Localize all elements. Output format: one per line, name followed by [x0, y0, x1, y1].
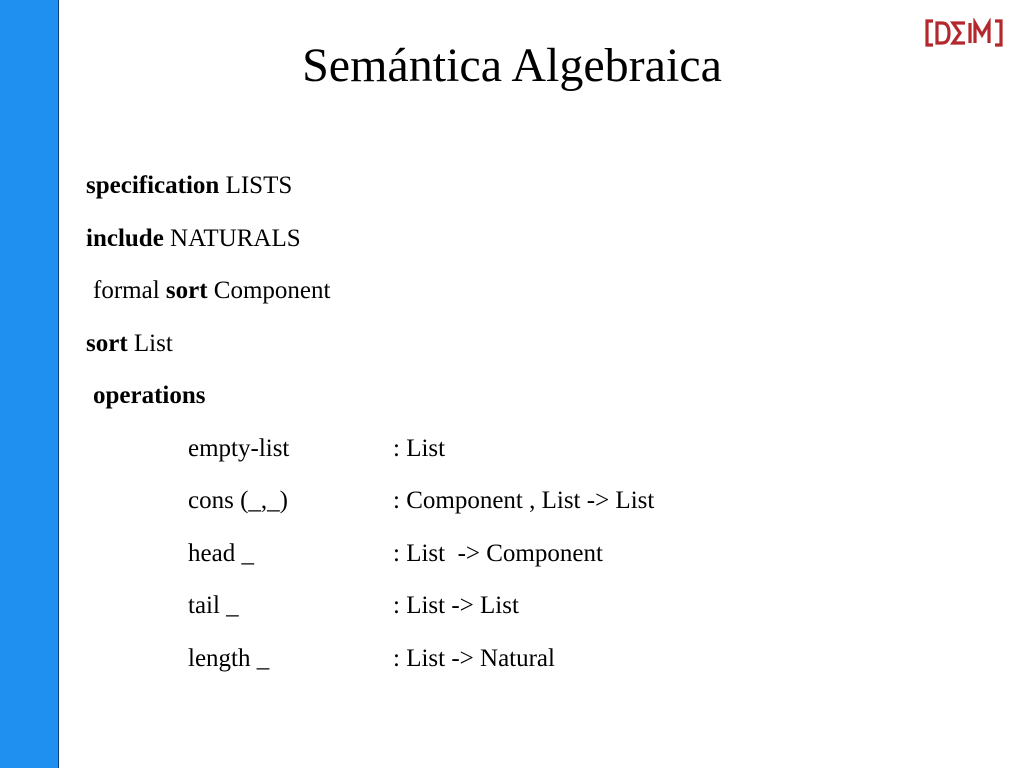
specification-body — [86, 160, 655, 685]
sort-line — [86, 318, 330, 371]
keyword-include: include — [86, 224, 164, 252]
operation-row — [86, 528, 603, 581]
include-name: NATURALS — [163, 224, 301, 252]
operation-row — [86, 580, 519, 633]
operation-name: tail _ — [188, 592, 239, 619]
operation-signature: : List -> Component — [393, 539, 603, 567]
spec-name: LISTS — [219, 172, 293, 199]
operations-line — [86, 370, 330, 423]
operation-signature: : List -> List — [393, 592, 519, 619]
keyword-specification: specification — [86, 172, 220, 199]
operation-name: length _ — [188, 644, 270, 672]
sidebar-accent-bar — [0, 0, 59, 768]
slide-title: Semántica Algebraica — [302, 39, 722, 92]
operation-row — [86, 475, 655, 528]
operation-signature: : List -> Natural — [393, 644, 555, 672]
operation-name: cons (_,_) — [188, 487, 288, 514]
keyword-sort-formal: sort — [165, 277, 208, 304]
operation-signature: : List — [393, 434, 446, 462]
operation-row — [86, 423, 446, 476]
keyword-sort: sort — [86, 329, 128, 357]
include-line — [86, 213, 330, 266]
operation-row — [86, 633, 555, 686]
operation-name: empty-list — [188, 434, 290, 462]
operation-name: head _ — [188, 539, 254, 567]
dsim-logo — [925, 18, 1003, 48]
sort-name: List — [127, 329, 173, 357]
formal-sort-line — [86, 265, 330, 318]
keyword-operations: operations — [93, 382, 206, 409]
operation-signature: : Component , List -> List — [393, 487, 655, 514]
spec-line — [86, 160, 330, 213]
formal-prefix: formal — [93, 277, 166, 304]
formal-sort-name: Component — [207, 277, 331, 304]
